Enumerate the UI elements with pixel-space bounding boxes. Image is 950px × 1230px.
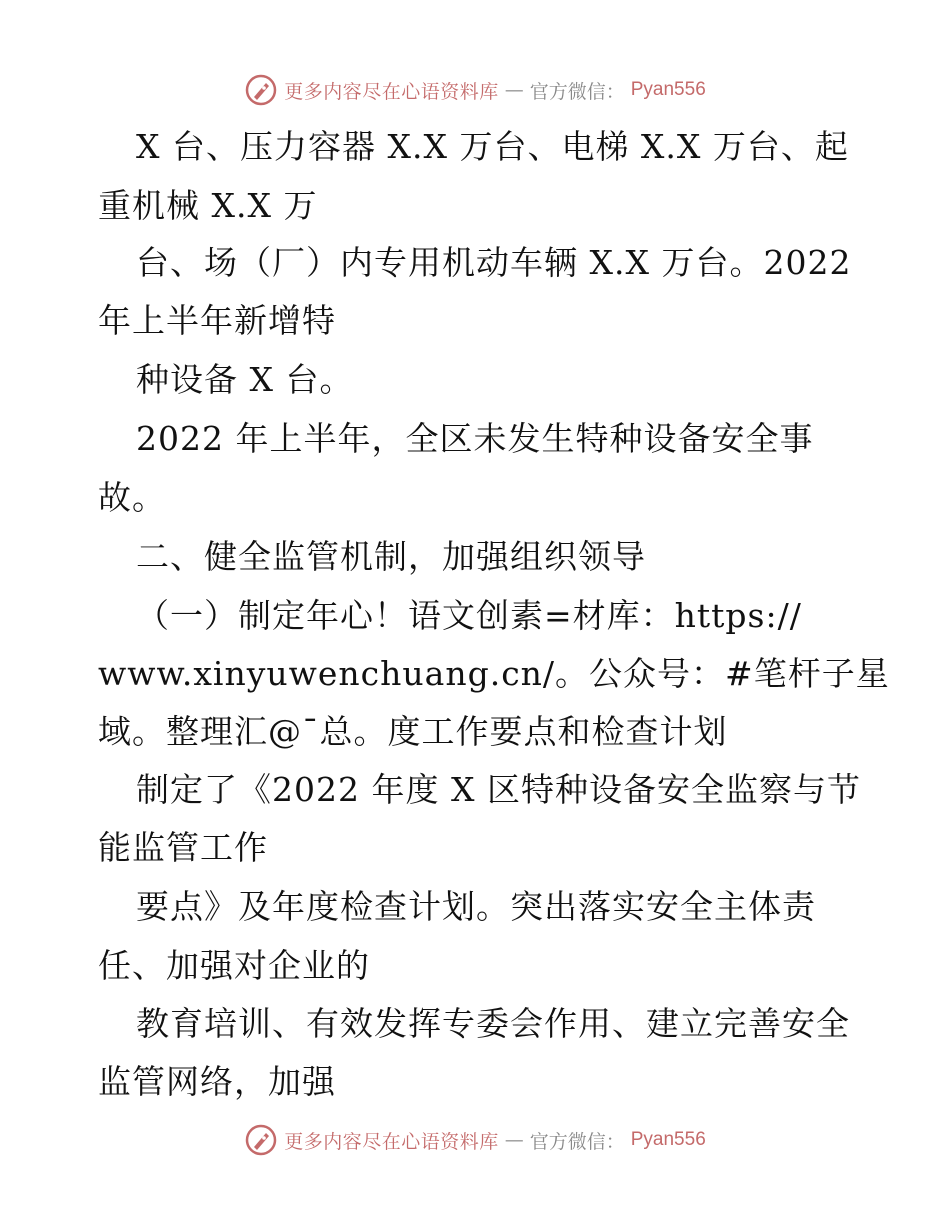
watermark-label: 官方微信：: [529, 80, 625, 103]
body-line: 要点》及年度检查计划。突出落实安全主体责: [136, 887, 816, 926]
body-line: 制定了《2022 年度 X 区特种设备安全监察与节: [136, 770, 861, 809]
header-watermark: [0, 70, 950, 110]
body-line: www.xinyuwenchuang.cn/。公众号：#笔杆子星: [98, 654, 890, 693]
subsection-heading: （一）制定年心！语文创素=材库：https://: [136, 596, 802, 635]
body-line: 任、加强对企业的: [98, 946, 370, 985]
body-line: 监管网络，加强: [98, 1062, 336, 1101]
body-line: 2022 年上半年，全区未发生特种设备安全事: [136, 419, 814, 458]
footer-watermark: [0, 1120, 950, 1160]
watermark-label: 官方微信：: [529, 1130, 625, 1153]
body-line: 故。: [98, 478, 166, 517]
body-line: X 台、压力容器 X.X 万台、电梯 X.X 万台、起: [136, 127, 849, 166]
watermark-text: 更多内容尽在心语资料库: [284, 80, 499, 103]
watermark-separator: —: [504, 1129, 524, 1151]
body-line: 重机械 X.X 万: [98, 186, 318, 225]
section-heading: 二、健全监管机制，加强组织领导: [136, 537, 646, 576]
body-line: 台、场（厂）内专用机动车辆 X.X 万台。2022: [136, 243, 852, 282]
watermark-text: 更多内容尽在心语资料库: [284, 1130, 499, 1153]
body-line: 教育培训、有效发挥专委会作用、建立完善安全: [136, 1004, 850, 1043]
watermark-id: Pyan556: [630, 79, 706, 100]
body-line: 种设备 X 台。: [136, 360, 354, 399]
body-line: 年上半年新增特: [98, 301, 336, 340]
pen-nib-logo-icon: [244, 73, 278, 107]
watermark-separator: —: [504, 79, 524, 101]
body-line: 能监管工作: [98, 828, 268, 867]
body-line: 域。整理汇@¯总。度工作要点和检查计划: [98, 712, 728, 751]
watermark-id: Pyan556: [630, 1129, 706, 1150]
pen-nib-logo-icon: [244, 1123, 278, 1157]
